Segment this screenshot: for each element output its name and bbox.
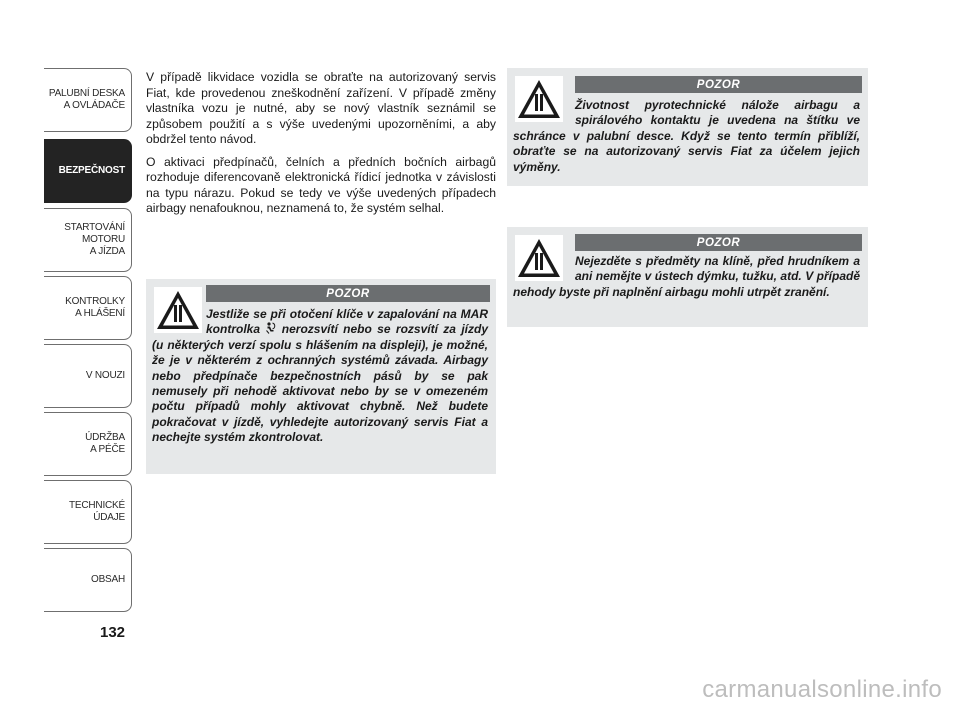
- tab-technicke-udaje[interactable]: TECHNICKÉ ÚDAJE: [44, 480, 132, 544]
- watermark: carmanualsonline.info: [702, 676, 942, 703]
- warning-text: Jestliže se při otočení klíče v zapalování na MAR kontrolka nerozsvítí nebo se rozsvítí za jízdy (u některých verzí spolu s hlášením na displeji), je možné, že je v některém z ochranných systémů závada. Airbagy nebo předpínače bezpečnostních pásů by se pak nemusely při nehodě aktivovat nebo by se v omezeném počtu případů mohly aktivovat chybně. Než budete pokračovat v jízdě, vyhledejte autorizovaný servis Fiat a nechejte systém zkontrolovat.: [152, 307, 488, 445]
- tab-startovani[interactable]: STARTOVÁNÍ MOTORU A JÍZDA: [44, 208, 132, 272]
- airbag-warning-light-icon: [265, 322, 276, 334]
- warning-box-airbag-light: [146, 279, 496, 474]
- paragraph: V případě likvidace vozidla se obraťte na autorizovaný servis Fiat, kde provedenou zneškodnění zařízení. V případě změny vlastníka vozu je nutné, aby se nový vlastník seznámil se způsobem použití a s výše uvedenými upozorněními, a aby obdržel tento návod.: [146, 70, 496, 146]
- warning-text: Nejezděte s předměty na klíně, před hrudníkem a ani nemějte v ústech dýmku, tužku, atd. V případě nehody byste při naplnění airbagu mohli utrpět zranění.: [513, 254, 860, 299]
- warning-header: POZOR: [575, 234, 862, 251]
- warning-box-objects: [507, 227, 868, 327]
- warning-header: POZOR: [575, 76, 862, 93]
- tab-palubni-deska[interactable]: PALUBNÍ DESKA A OVLÁDAČE: [44, 68, 132, 132]
- warning-text: Životnost pyrotechnické nálože airbagu a spirálového kontaktu je uvedena na štítku ve schránce v palubní desce. Když se tento termín přiblíží, obraťte se na autorizovaný servis Fiat za účelem jejich výměny.: [513, 98, 860, 174]
- tab-v-nouzi[interactable]: V NOUZI: [44, 344, 132, 408]
- page-number: 132: [100, 624, 126, 641]
- paragraph: O aktivaci předpínačů, čelních a předních bočních airbagů rozhoduje diferencovaně elektronická řídicí jednotka v závislosti na typu nárazu. Pokud se tedy ve výše uvedených případech airbagy nenafouknou, neznamená to, že systém selhal.: [146, 154, 496, 215]
- tab-udrzba[interactable]: ÚDRŽBA A PÉČE: [44, 412, 132, 476]
- warning-header: POZOR: [206, 285, 490, 302]
- body-text: [146, 70, 496, 224]
- warning-box-lifetime: [507, 68, 868, 186]
- tab-bezpecnost[interactable]: BEZPEČNOST: [44, 139, 132, 203]
- tab-obsah[interactable]: OBSAH: [44, 548, 132, 612]
- tab-kontrolky[interactable]: KONTROLKY A HLÁŠENÍ: [44, 276, 132, 340]
